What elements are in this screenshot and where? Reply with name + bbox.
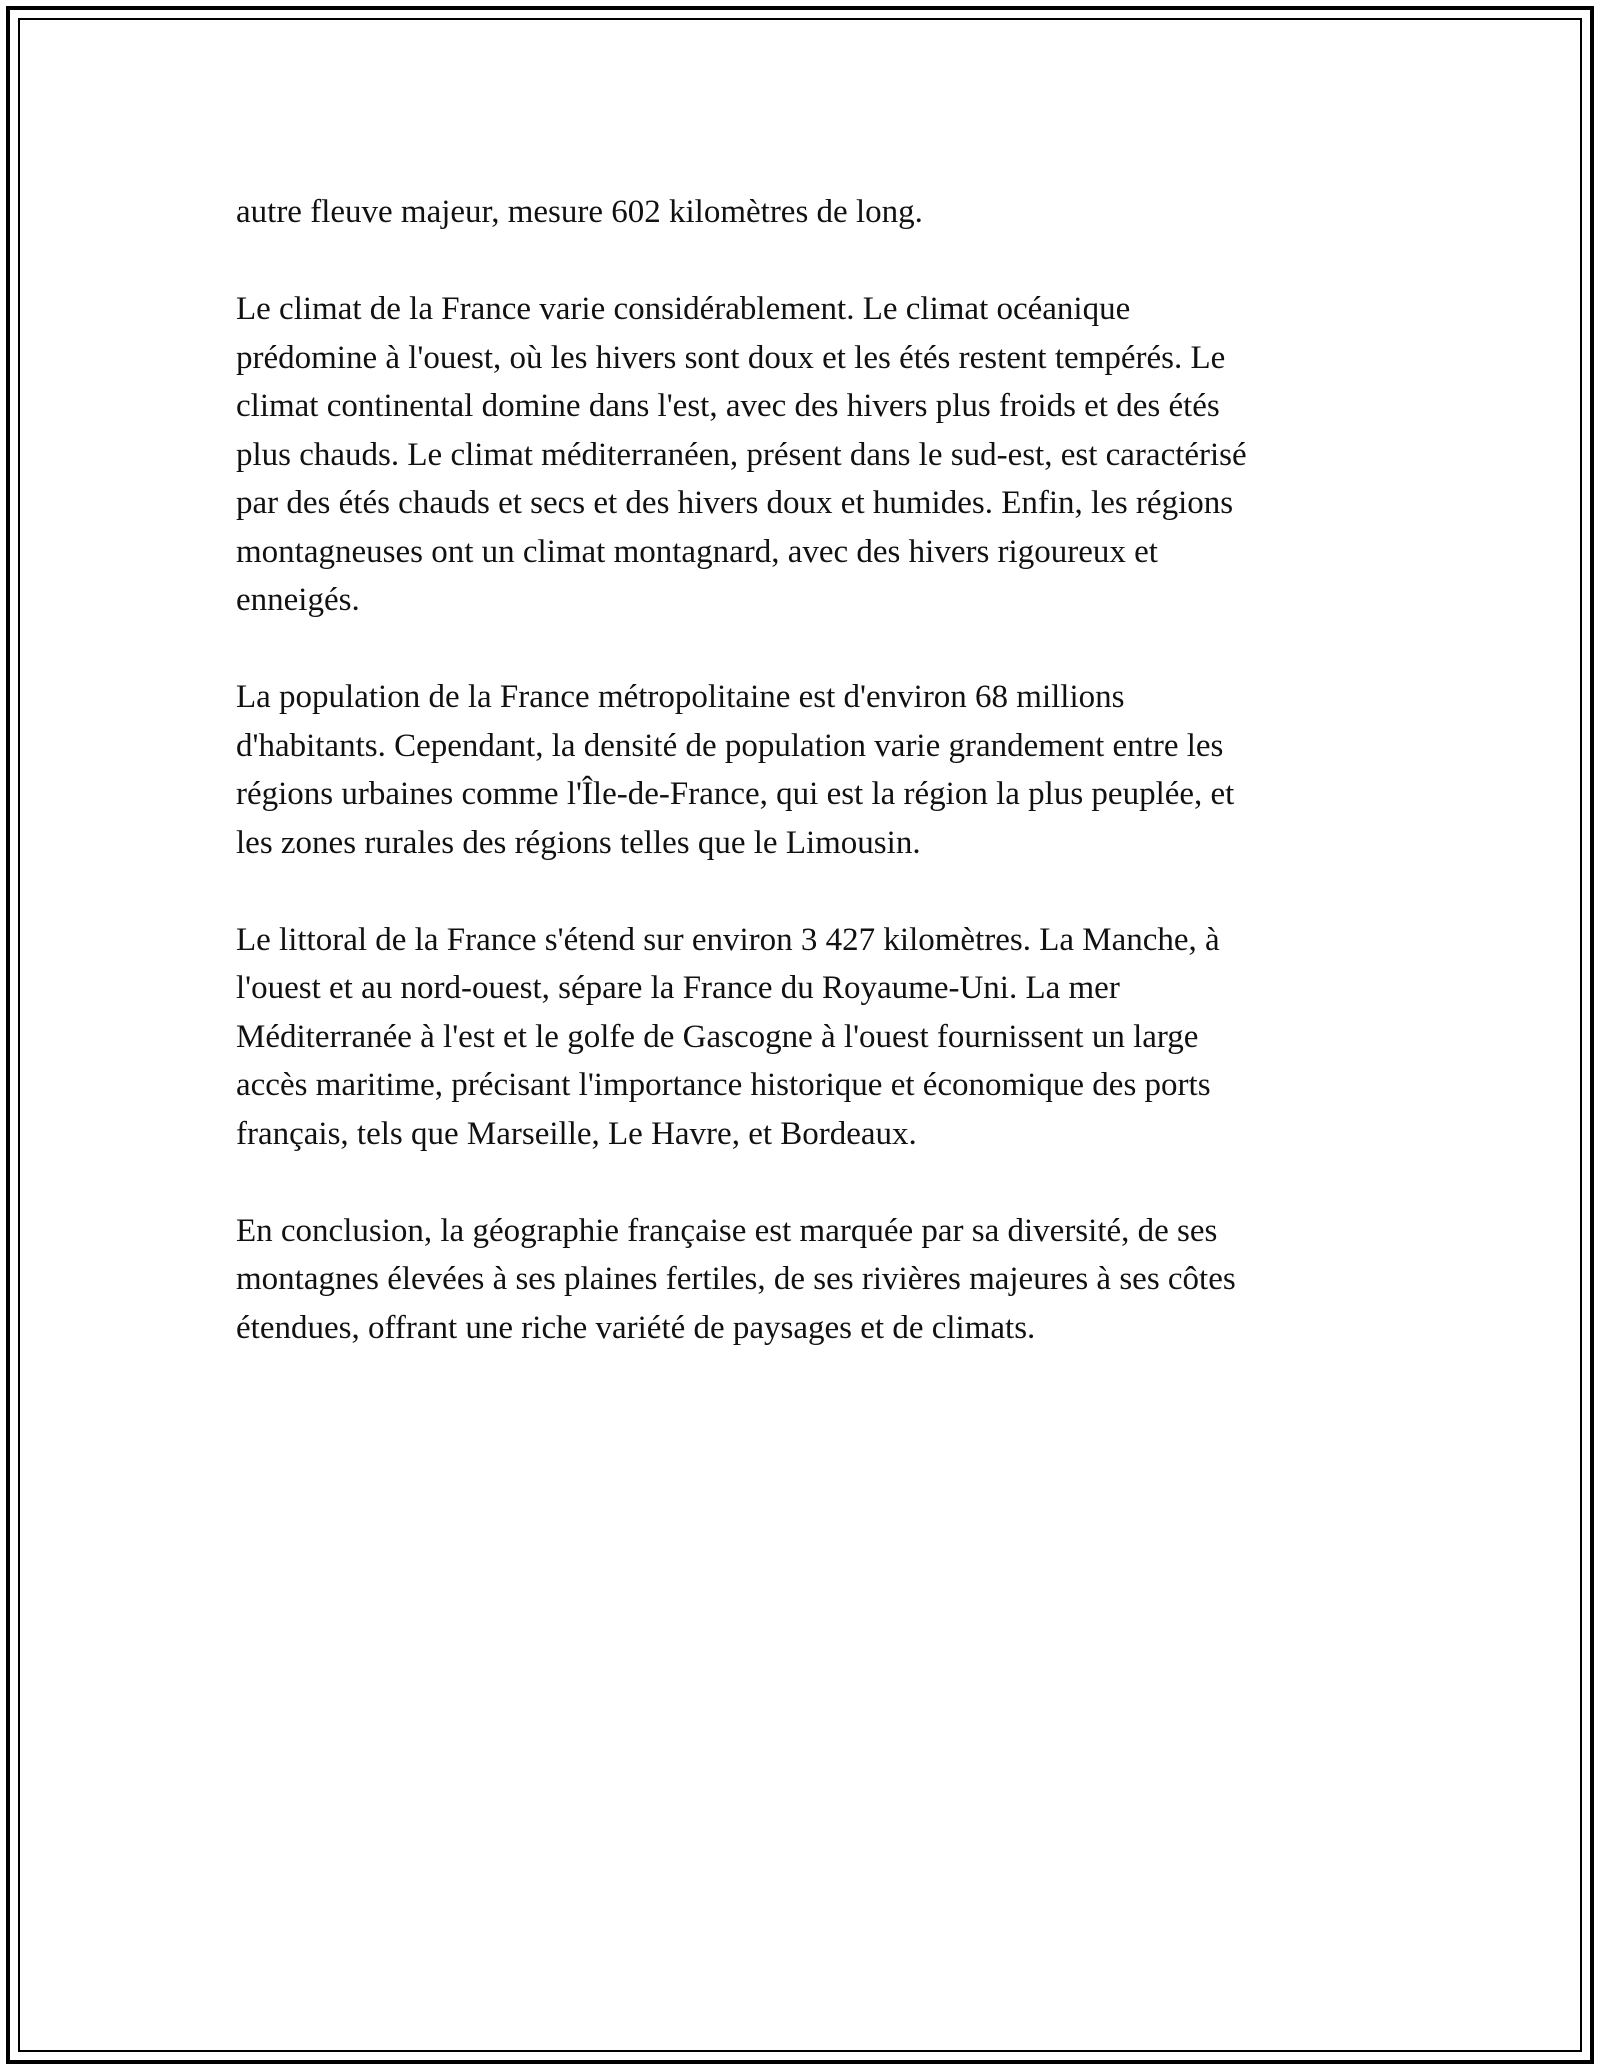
paragraph-river-length: autre fleuve majeur, mesure 602 kilomètres de long. [236, 194, 923, 230]
paragraph-climate: Le climat de la France varie considérablement. Le climat océanique prédomine à l'ouest, où les hivers sont doux et les étés restent tempérés. Le climat continental domine dans l'est, avec des hivers plus froids et des étés plus chauds. Le climat méditerranéen, présent dans le sud-est, est caractérisé par des étés chauds et secs et des hivers doux et humides. Enfin, les régions montagneuses ont un climat montagnard, avec des hivers rigoureux et enneigés. [236, 291, 1247, 618]
document-body [236, 188, 1386, 1401]
paragraph-coastline: Le littoral de la France s'étend sur environ 3 427 kilomètres. La Manche, à l'ouest et au nord-ouest, sépare la France du Royaume-Uni. La mer Méditerranée à l'est et le golfe de Gascogne à l'ouest fournissent un large accès maritime, précisant l'importance historique et économique des ports français, tels que Marseille, Le Havre, et Bordeaux. [236, 921, 1220, 1152]
paragraph-population: La population de la France métropolitaine est d'environ 68 millions d'habitants. Cependant, la densité de population varie grandement entre les régions urbaines comme l'Île-de-France, qui est la région la plus peuplée, et les zones rurales des régions telles que le Limousin. [236, 679, 1235, 861]
paragraph-conclusion: En conclusion, la géographie française est marquée par sa diversité, de ses montagnes élevées à ses plaines fertiles, de ses rivières majeures à ses côtes étendues, offrant une riche variété de paysages et de climats. [236, 1212, 1236, 1346]
